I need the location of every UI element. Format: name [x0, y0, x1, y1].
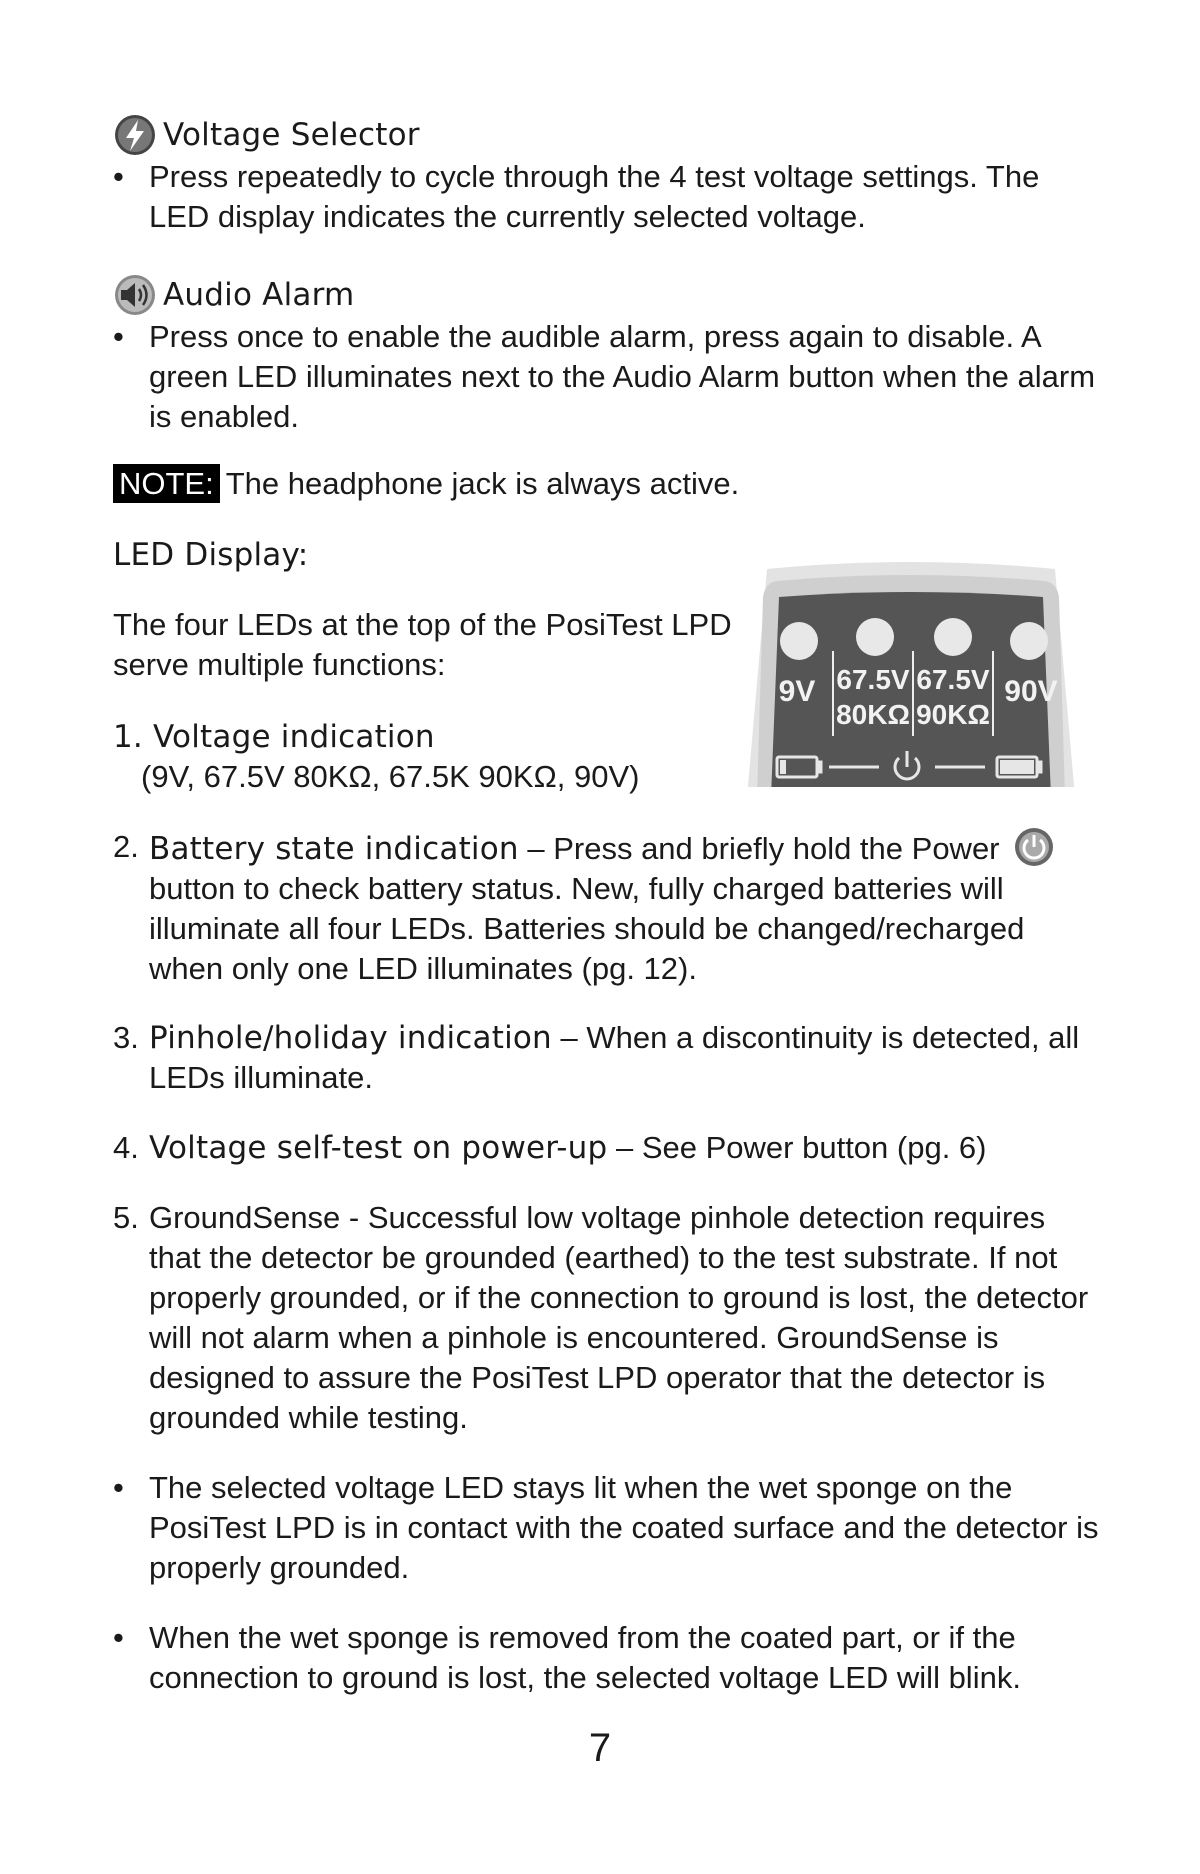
pinhole-indication-title: Pinhole/holiday indication	[149, 1020, 552, 1056]
led-1	[780, 622, 818, 660]
voltage-selector-title: Voltage Selector	[163, 117, 420, 153]
self-test-title: Voltage self-test on power-up	[149, 1130, 608, 1166]
led-2	[856, 618, 894, 656]
list-item: • Press once to enable the audible alarm, press again to disable. A green LED illuminates next to the Audio Alarm button when the alarm is enabled.	[113, 317, 1103, 437]
audio-alarm-bullet: Press once to enable the audible alarm, press again to disable. A green LED illuminates next to the Audio Alarm button when the alarm is enabled.	[149, 319, 1096, 434]
list-item: • Press repeatedly to cycle through the 4 test voltage settings. The LED display indicates the currently selected voltage.	[113, 157, 1103, 237]
audio-alarm-title: Audio Alarm	[163, 277, 355, 313]
led-label-9v: 9V	[778, 675, 816, 708]
page-number: 7	[588, 1726, 612, 1770]
list-item: 5. GroundSense - Successful low voltage pinhole detection requires that the detector be grounded (earthed) to the test substrate. If not properly grounded, or if the connection to ground is lost, the detector will not alarm when a pinhole is encountered. GroundSense is designed to assure the PosiTest LPD operator that the detector is grounded while testing.	[113, 1198, 1103, 1438]
led-label-675v-b: 67.5V	[916, 664, 990, 695]
list-item: • When the wet sponge is removed from the coated part, or if the connection to ground is lost, the selected voltage LED will blink.	[113, 1618, 1103, 1698]
list-item: 1. Voltage indication (9V, 67.5V 80KΩ, 67.5K 90KΩ, 90V)	[113, 717, 733, 797]
groundsense-text: GroundSense - Successful low voltage pinhole detection requires that the detector be grounded (earthed) to the test substrate. If not properly grounded, or if the connection to ground is lost, the detector will not alarm when a pinhole is encountered. GroundSense is designed to assure the PosiTest LPD operator that the detector is grounded while testing.	[149, 1200, 1089, 1435]
led-display-intro: The four LEDs at the top of the PosiTest LPD serve multiple functions:	[113, 607, 732, 682]
led-4	[1010, 622, 1048, 660]
voltage-selector-heading	[113, 113, 1103, 157]
list-item: 2. Battery state indication – Press and briefly hold the Power button to check battery status. New, fully charged batteries will illuminate all four LEDs. Batteries should be changed/recharged when only one LED illuminates (pg. 12).	[113, 827, 1103, 989]
groundsense-bullet-1: The selected voltage LED stays lit when the wet sponge on the PosiTest LPD is in contact with the coated surface and the detector is properly grounded.	[149, 1470, 1099, 1585]
led-label-675v-a: 67.5V	[836, 664, 910, 695]
led-3	[934, 618, 972, 656]
note	[113, 464, 1103, 504]
audio-alarm-section	[113, 273, 1103, 437]
led-label-90v: 90V	[1004, 675, 1058, 708]
voltage-selector-bullet: Press repeatedly to cycle through the 4 test voltage settings. The LED display indicates the currently selected voltage.	[149, 159, 1040, 234]
led-label-90k: 90KΩ	[916, 699, 990, 730]
voltage-indication-values: (9V, 67.5V 80KΩ, 67.5K 90KΩ, 90V)	[141, 759, 640, 794]
battery-state-title: Battery state indication	[149, 831, 519, 867]
groundsense-bullet-2: When the wet sponge is removed from the coated part, or if the connection to ground is lost, the selected voltage LED will blink.	[149, 1620, 1021, 1695]
led-label-80k: 80KΩ	[836, 699, 910, 730]
voltage-selector-section	[113, 113, 1103, 237]
list-item: 3. Pinhole/holiday indication – When a discontinuity is detected, all LEDs illuminate.	[113, 1020, 1080, 1095]
list-item: • The selected voltage LED stays lit when the wet sponge on the PosiTest LPD is in contact with the coated surface and the detector is properly grounded.	[113, 1468, 1103, 1588]
audio-alarm-heading	[113, 273, 1103, 317]
list-item: 4. Voltage self-test on power-up – See Power button (pg. 6)	[113, 1130, 987, 1166]
speaker-icon	[113, 273, 157, 317]
power-icon	[1014, 827, 1054, 867]
note-text: The headphone jack is always active.	[225, 466, 740, 501]
voltage-indication-title: Voltage indication	[153, 719, 435, 755]
lightning-bolt-icon	[113, 113, 157, 157]
led-display-panel-image	[747, 561, 1075, 797]
led-display-heading: LED Display:	[113, 537, 309, 573]
note-tag: NOTE:	[113, 464, 220, 503]
